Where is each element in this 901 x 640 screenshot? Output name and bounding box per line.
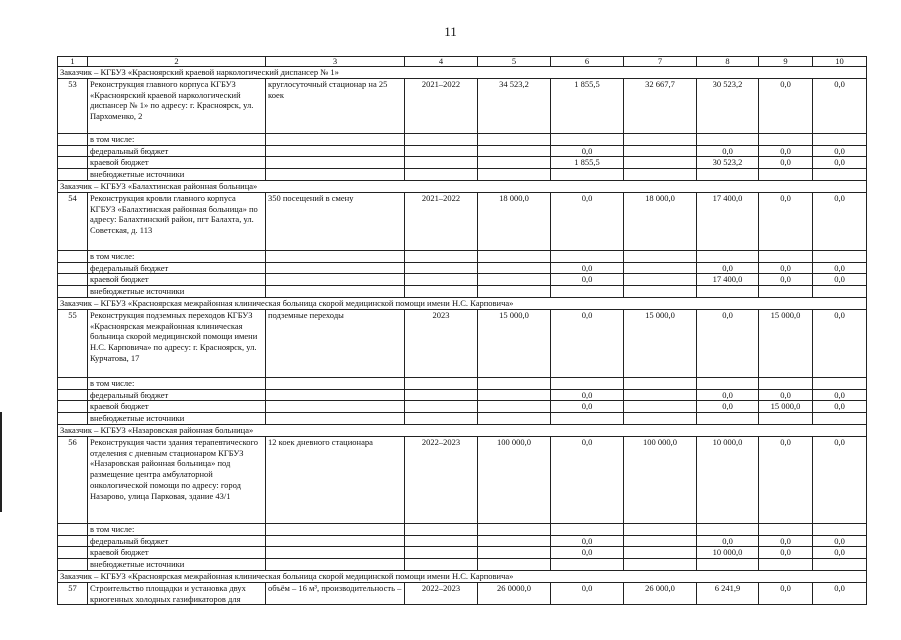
- col7-value: 15 000,0: [624, 309, 697, 377]
- funding-col3: [266, 169, 405, 181]
- funding-row-blank: [58, 377, 88, 389]
- funding-col9: 0,0: [759, 547, 813, 559]
- funding-col7: [624, 250, 697, 262]
- funding-row-regional: [58, 274, 867, 286]
- funding-col4: [405, 274, 478, 286]
- funding-col9: 0,0: [759, 262, 813, 274]
- funding-col5: [478, 389, 551, 401]
- funding-col7: [624, 169, 697, 181]
- funding-col7: [624, 389, 697, 401]
- funding-col5: [478, 262, 551, 274]
- funding-row-extra: [58, 413, 867, 425]
- funding-row-blank: [58, 389, 88, 401]
- customer-label: Заказчик – КГБУЗ «Красноярский краевой наркологический диспансер № 1»: [58, 67, 867, 79]
- funding-col9: [759, 559, 813, 571]
- funding-label: краевой бюджет: [88, 401, 266, 413]
- funding-label: внебюджетные источники: [88, 413, 266, 425]
- funding-col5: [478, 523, 551, 535]
- funding-col6: [551, 286, 624, 298]
- funding-col9: [759, 523, 813, 535]
- funding-col8: [697, 286, 759, 298]
- col-number-5: 5: [478, 57, 551, 67]
- estimated-cost: 18 000,0: [478, 192, 551, 250]
- funding-col9: 0,0: [759, 389, 813, 401]
- funding-col10: [813, 413, 867, 425]
- funding-col10: 0,0: [813, 157, 867, 169]
- col10-value: 0,0: [813, 78, 867, 133]
- col-number-6: 6: [551, 57, 624, 67]
- customer-row: [58, 297, 867, 309]
- object-name: Реконструкция кровли главного корпуса КГБУЗ «Балахтинская районная больница» по адресу: Балахтинский район, пгт Балахта, ул. Советская, д. 113: [88, 192, 266, 250]
- col6-value: 0,0: [551, 436, 624, 523]
- funding-col4: [405, 535, 478, 547]
- funding-col5: [478, 145, 551, 157]
- funding-col10: 0,0: [813, 547, 867, 559]
- funding-label: в том числе:: [88, 523, 266, 535]
- object-number: 53: [58, 78, 88, 133]
- object-years: 2023: [405, 309, 478, 377]
- col-number-7: 7: [624, 57, 697, 67]
- customer-row: [58, 180, 867, 192]
- object-name: Реконструкция подземных переходов КГБУЗ «Красноярская межрайонная клиническая больница скорой медицинской помощи имени Н.С. Карповича» по адресу: г. Красноярск, ул. Курчатова, 17: [88, 309, 266, 377]
- funding-col5: [478, 133, 551, 145]
- object-number: 54: [58, 192, 88, 250]
- funding-col8: [697, 523, 759, 535]
- funding-col4: [405, 145, 478, 157]
- col-number-1: 1: [58, 57, 88, 67]
- object-years: 2022–2023: [405, 582, 478, 605]
- funding-col7: [624, 262, 697, 274]
- funding-col10: [813, 286, 867, 298]
- funding-row-regional: [58, 157, 867, 169]
- funding-col8: 0,0: [697, 262, 759, 274]
- estimated-cost: 26 0000,0: [478, 582, 551, 605]
- funding-col3: [266, 559, 405, 571]
- funding-col9: [759, 169, 813, 181]
- funding-label: федеральный бюджет: [88, 535, 266, 547]
- funding-col7: [624, 145, 697, 157]
- funding-row-blank: [58, 274, 88, 286]
- funding-row-blank: [58, 413, 88, 425]
- funding-col8: [697, 133, 759, 145]
- funding-col6: [551, 169, 624, 181]
- customer-row: [58, 67, 867, 79]
- funding-col4: [405, 377, 478, 389]
- funding-col3: [266, 157, 405, 169]
- col8-value: 0,0: [697, 309, 759, 377]
- funding-row-incl: [58, 250, 867, 262]
- object-name: Реконструкция главного корпуса КГБУЗ «Красноярский краевой наркологический диспансер № 1» по адресу: г. Красноярск, ул. Пархоменко, 2: [88, 78, 266, 133]
- funding-col10: 0,0: [813, 274, 867, 286]
- funding-row-incl: [58, 377, 867, 389]
- funding-col3: [266, 535, 405, 547]
- object-capacity: объём – 16 м³, производительность –: [266, 582, 405, 605]
- funding-col7: [624, 559, 697, 571]
- funding-row-blank: [58, 169, 88, 181]
- funding-row-regional: [58, 401, 867, 413]
- col7-value: 18 000,0: [624, 192, 697, 250]
- scan-edge-mark: [0, 412, 2, 512]
- funding-col10: 0,0: [813, 401, 867, 413]
- customer-label: Заказчик – КГБУЗ «Красноярская межрайонная клиническая больница скорой медицинской помощи имени Н.С. Карповича»: [58, 297, 867, 309]
- funding-col6: 0,0: [551, 547, 624, 559]
- funding-row-federal: [58, 535, 867, 547]
- funding-col9: 0,0: [759, 157, 813, 169]
- funding-col7: [624, 157, 697, 169]
- funding-col5: [478, 157, 551, 169]
- col10-value: 0,0: [813, 192, 867, 250]
- col7-value: 26 000,0: [624, 582, 697, 605]
- funding-col6: [551, 250, 624, 262]
- funding-row-extra: [58, 559, 867, 571]
- funding-col4: [405, 401, 478, 413]
- object-capacity: круглосуточный стационар на 25 коек: [266, 78, 405, 133]
- funding-row-regional: [58, 547, 867, 559]
- col9-value: 0,0: [759, 582, 813, 605]
- col6-value: 0,0: [551, 192, 624, 250]
- funding-col5: [478, 413, 551, 425]
- funding-col8: [697, 559, 759, 571]
- estimated-cost: 34 523,2: [478, 78, 551, 133]
- funding-col3: [266, 547, 405, 559]
- funding-col7: [624, 286, 697, 298]
- funding-row-blank: [58, 547, 88, 559]
- funding-col3: [266, 145, 405, 157]
- col9-value: 15 000,0: [759, 309, 813, 377]
- funding-col3: [266, 274, 405, 286]
- funding-col5: [478, 377, 551, 389]
- object-name: Строительство площадки и установка двух криогенных холодных газификаторов для: [88, 582, 266, 605]
- col8-value: 30 523,2: [697, 78, 759, 133]
- funding-row-blank: [58, 286, 88, 298]
- object-years: 2022–2023: [405, 436, 478, 523]
- funding-col4: [405, 169, 478, 181]
- funding-col8: 0,0: [697, 401, 759, 413]
- funding-label: федеральный бюджет: [88, 262, 266, 274]
- object-row: [58, 309, 867, 377]
- funding-col6: 1 855,5: [551, 157, 624, 169]
- funding-label: краевой бюджет: [88, 157, 266, 169]
- col7-value: 32 667,7: [624, 78, 697, 133]
- funding-label: внебюджетные источники: [88, 559, 266, 571]
- funding-col6: 0,0: [551, 535, 624, 547]
- object-row: [58, 78, 867, 133]
- funding-col8: [697, 169, 759, 181]
- col-number-3: 3: [266, 57, 405, 67]
- object-years: 2021–2022: [405, 78, 478, 133]
- funding-col3: [266, 389, 405, 401]
- col-number-4: 4: [405, 57, 478, 67]
- estimated-cost: 15 000,0: [478, 309, 551, 377]
- funding-label: внебюджетные источники: [88, 169, 266, 181]
- funding-col4: [405, 559, 478, 571]
- funding-col5: [478, 274, 551, 286]
- funding-col4: [405, 547, 478, 559]
- funding-col10: 0,0: [813, 145, 867, 157]
- funding-col6: 0,0: [551, 145, 624, 157]
- funding-col4: [405, 523, 478, 535]
- funding-col5: [478, 559, 551, 571]
- col10-value: 0,0: [813, 436, 867, 523]
- funding-col5: [478, 250, 551, 262]
- funding-col4: [405, 286, 478, 298]
- col-number-2: 2: [88, 57, 266, 67]
- funding-col8: [697, 250, 759, 262]
- funding-col6: 0,0: [551, 401, 624, 413]
- funding-col9: [759, 250, 813, 262]
- funding-row-extra: [58, 169, 867, 181]
- funding-col10: [813, 523, 867, 535]
- funding-col9: [759, 286, 813, 298]
- funding-col5: [478, 286, 551, 298]
- funding-row-federal: [58, 389, 867, 401]
- funding-col6: [551, 559, 624, 571]
- funding-row-extra: [58, 286, 867, 298]
- funding-row-federal: [58, 145, 867, 157]
- funding-col10: [813, 133, 867, 145]
- customer-label: Заказчик – КГБУЗ «Балахтинская районная больница»: [58, 180, 867, 192]
- funding-row-federal: [58, 262, 867, 274]
- funding-row-blank: [58, 145, 88, 157]
- col10-value: 0,0: [813, 582, 867, 605]
- object-capacity: 12 коек дневного стационара: [266, 436, 405, 523]
- col9-value: 0,0: [759, 192, 813, 250]
- funding-row-blank: [58, 559, 88, 571]
- page-number: 11: [444, 24, 457, 39]
- col7-value: 100 000,0: [624, 436, 697, 523]
- funding-col3: [266, 401, 405, 413]
- object-row: [58, 582, 867, 605]
- funding-label: в том числе:: [88, 133, 266, 145]
- col6-value: 0,0: [551, 582, 624, 605]
- col6-value: 1 855,5: [551, 78, 624, 133]
- column-number-row: [58, 57, 867, 67]
- customer-label: Заказчик – КГБУЗ «Красноярская межрайонная клиническая больница скорой медицинской помощи имени Н.С. Карповича»: [58, 570, 867, 582]
- funding-col10: [813, 169, 867, 181]
- object-capacity: подземные переходы: [266, 309, 405, 377]
- col-number-10: 10: [813, 57, 867, 67]
- funding-col7: [624, 133, 697, 145]
- funding-label: федеральный бюджет: [88, 145, 266, 157]
- funding-col3: [266, 413, 405, 425]
- table-body: [58, 57, 867, 605]
- funding-col10: 0,0: [813, 389, 867, 401]
- funding-col7: [624, 274, 697, 286]
- col-number-8: 8: [697, 57, 759, 67]
- funding-col8: [697, 377, 759, 389]
- funding-row-blank: [58, 262, 88, 274]
- funding-row-blank: [58, 523, 88, 535]
- funding-label: в том числе:: [88, 377, 266, 389]
- funding-label: федеральный бюджет: [88, 389, 266, 401]
- funding-col8: 17 400,0: [697, 274, 759, 286]
- customer-label: Заказчик – КГБУЗ «Назаровская районная больница»: [58, 424, 867, 436]
- funding-label: внебюджетные источники: [88, 286, 266, 298]
- funding-col7: [624, 377, 697, 389]
- funding-col8: 10 000,0: [697, 547, 759, 559]
- funding-col6: 0,0: [551, 274, 624, 286]
- col6-value: 0,0: [551, 309, 624, 377]
- object-number: 57: [58, 582, 88, 605]
- funding-col7: [624, 535, 697, 547]
- funding-col7: [624, 413, 697, 425]
- funding-col10: [813, 377, 867, 389]
- funding-col9: 0,0: [759, 274, 813, 286]
- funding-col4: [405, 389, 478, 401]
- col10-value: 0,0: [813, 309, 867, 377]
- funding-label: краевой бюджет: [88, 274, 266, 286]
- funding-col8: [697, 413, 759, 425]
- funding-col9: [759, 413, 813, 425]
- funding-col3: [266, 250, 405, 262]
- funding-col8: 0,0: [697, 535, 759, 547]
- funding-col3: [266, 523, 405, 535]
- funding-col5: [478, 169, 551, 181]
- funding-col7: [624, 523, 697, 535]
- funding-col4: [405, 157, 478, 169]
- funding-col4: [405, 250, 478, 262]
- funding-row-blank: [58, 401, 88, 413]
- object-number: 55: [58, 309, 88, 377]
- object-number: 56: [58, 436, 88, 523]
- col9-value: 0,0: [759, 78, 813, 133]
- col8-value: 17 400,0: [697, 192, 759, 250]
- funding-col5: [478, 401, 551, 413]
- object-years: 2021–2022: [405, 192, 478, 250]
- funding-col7: [624, 401, 697, 413]
- funding-col10: 0,0: [813, 262, 867, 274]
- funding-col4: [405, 133, 478, 145]
- funding-col8: 0,0: [697, 389, 759, 401]
- funding-col8: 30 523,2: [697, 157, 759, 169]
- funding-col9: 0,0: [759, 535, 813, 547]
- col8-value: 10 000,0: [697, 436, 759, 523]
- funding-label: краевой бюджет: [88, 547, 266, 559]
- object-row: [58, 192, 867, 250]
- funding-col4: [405, 262, 478, 274]
- object-row: [58, 436, 867, 523]
- funding-col9: 15 000,0: [759, 401, 813, 413]
- funding-col9: [759, 133, 813, 145]
- funding-col6: 0,0: [551, 262, 624, 274]
- object-capacity: 350 посещений в смену: [266, 192, 405, 250]
- funding-col6: [551, 413, 624, 425]
- funding-col9: [759, 377, 813, 389]
- funding-col7: [624, 547, 697, 559]
- funding-col10: 0,0: [813, 535, 867, 547]
- funding-row-incl: [58, 133, 867, 145]
- funding-row-blank: [58, 535, 88, 547]
- funding-col6: 0,0: [551, 389, 624, 401]
- funding-row-blank: [58, 133, 88, 145]
- funding-col4: [405, 413, 478, 425]
- object-name: Реконструкция части здания терапевтического отделения с дневным стационаром КГБУЗ «Назаровская районная больница» под размещение центра амбулаторной онкологической помощи по адресу: город Назарово, улица Парковая, здание 43/1: [88, 436, 266, 523]
- funding-col3: [266, 262, 405, 274]
- funding-row-blank: [58, 157, 88, 169]
- funding-row-blank: [58, 250, 88, 262]
- col-number-9: 9: [759, 57, 813, 67]
- funding-col10: [813, 250, 867, 262]
- funding-col5: [478, 535, 551, 547]
- funding-col6: [551, 377, 624, 389]
- funding-label: в том числе:: [88, 250, 266, 262]
- construction-table: [57, 56, 867, 605]
- funding-col10: [813, 559, 867, 571]
- customer-row: [58, 570, 867, 582]
- funding-row-incl: [58, 523, 867, 535]
- funding-col6: [551, 523, 624, 535]
- customer-row: [58, 424, 867, 436]
- col9-value: 0,0: [759, 436, 813, 523]
- funding-col9: 0,0: [759, 145, 813, 157]
- funding-col3: [266, 377, 405, 389]
- funding-col3: [266, 133, 405, 145]
- estimated-cost: 100 000,0: [478, 436, 551, 523]
- col8-value: 6 241,9: [697, 582, 759, 605]
- funding-col6: [551, 133, 624, 145]
- funding-col3: [266, 286, 405, 298]
- funding-col8: 0,0: [697, 145, 759, 157]
- funding-col5: [478, 547, 551, 559]
